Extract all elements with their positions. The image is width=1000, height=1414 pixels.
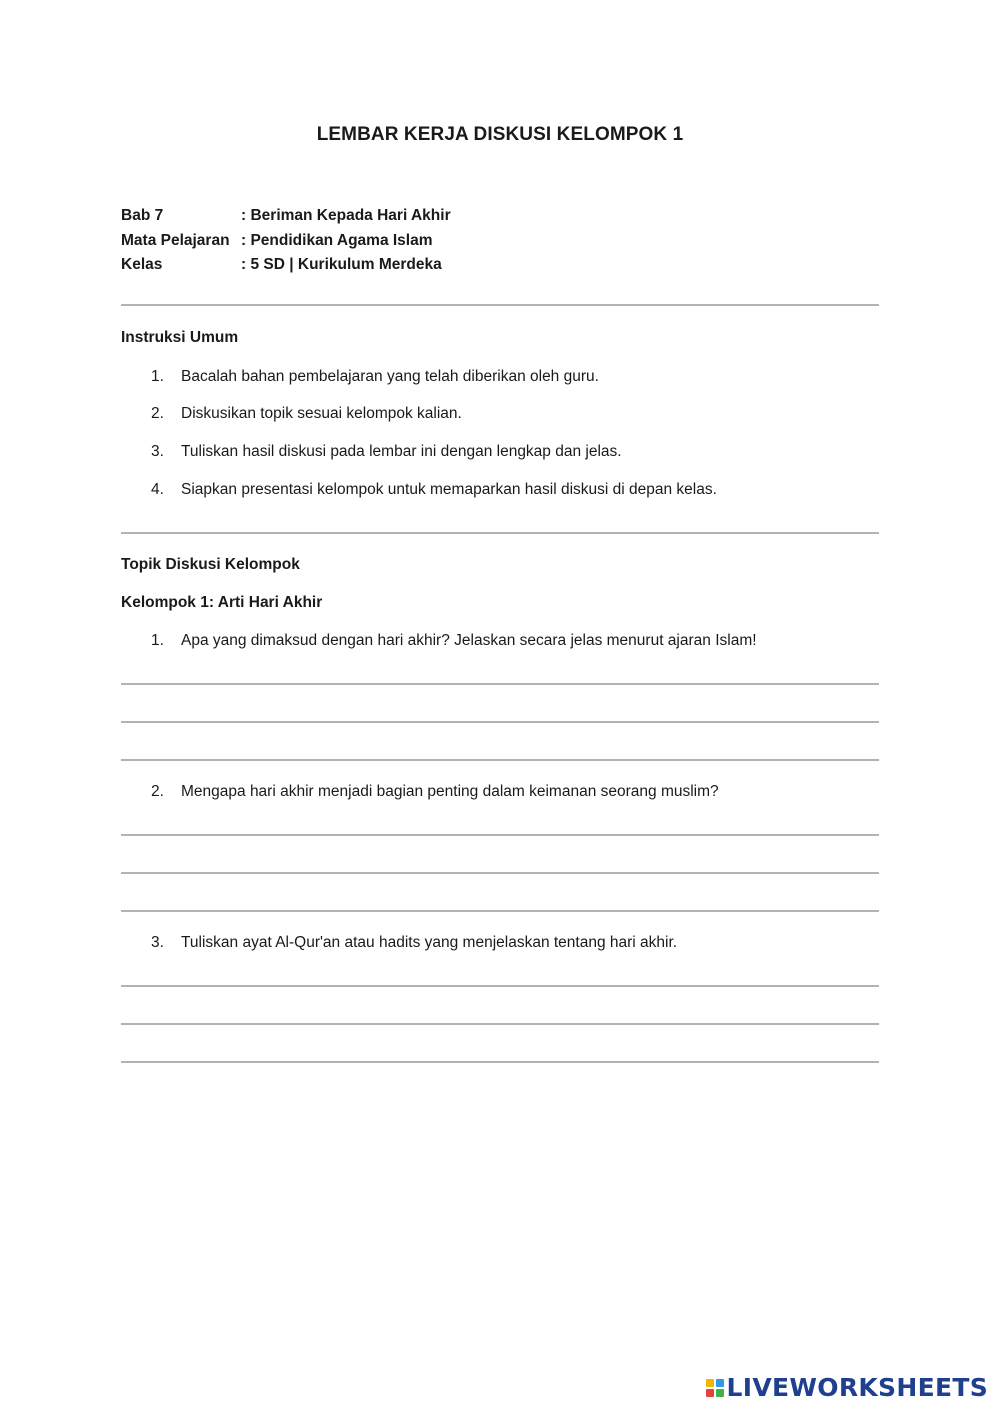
- page-title: LEMBAR KERJA DISKUSI KELOMPOK 1: [316, 124, 684, 145]
- meta-label: Kelas: [121, 256, 163, 273]
- logo-square: [716, 1389, 724, 1397]
- logo-text: LIVEWORKSHEETS: [726, 1373, 988, 1402]
- section-divider: [121, 532, 879, 534]
- logo-square: [716, 1379, 724, 1387]
- answer-line[interactable]: [121, 910, 879, 912]
- meta-value: : Pendidikan Agama Islam: [241, 231, 433, 249]
- answer-line[interactable]: [121, 759, 879, 761]
- logo-square: [706, 1389, 714, 1397]
- document-meta: [121, 204, 451, 278]
- topics-heading: Topik Diskusi Kelompok: [121, 556, 300, 573]
- answer-line[interactable]: [121, 834, 879, 836]
- meta-value: : 5 SD | Kurikulum Merdeka: [241, 256, 442, 273]
- answer-line[interactable]: [121, 683, 879, 685]
- instruction-item: [151, 405, 462, 423]
- item-number: 3.: [151, 443, 164, 460]
- item-number: 3.: [151, 934, 164, 951]
- question-item: [151, 632, 757, 650]
- question-text: Mengapa hari akhir menjadi bagian penting dalam keimanan seorang muslim?: [181, 783, 719, 800]
- answer-line[interactable]: [121, 985, 879, 987]
- meta-label: Bab 7: [121, 207, 164, 224]
- item-number: 4.: [151, 481, 164, 498]
- meta-row-chapter: [121, 204, 451, 229]
- meta-row-class: [121, 253, 451, 278]
- item-number: 1.: [151, 632, 164, 649]
- item-number: 2.: [151, 783, 164, 800]
- meta-row-subject: [121, 229, 451, 254]
- meta-value: : Beriman Kepada Hari Akhir: [241, 207, 451, 224]
- item-text: Bacalah bahan pembelajaran yang telah diberikan oleh guru.: [181, 368, 599, 385]
- instruction-item: [151, 368, 599, 386]
- liveworksheets-logo: [706, 1373, 988, 1402]
- instruction-item: [151, 443, 622, 461]
- answer-line[interactable]: [121, 721, 879, 723]
- instructions-heading: Instruksi Umum: [121, 329, 239, 346]
- section-divider: [121, 304, 879, 306]
- answer-line[interactable]: [121, 872, 879, 874]
- question-item: [151, 934, 677, 952]
- logo-square: [706, 1379, 714, 1387]
- meta-label: Mata Pelajaran: [121, 231, 230, 249]
- logo-mark-icon: [706, 1379, 724, 1397]
- item-number: 2.: [151, 405, 164, 422]
- item-text: Tuliskan hasil diskusi pada lembar ini dengan lengkap dan jelas.: [181, 443, 622, 460]
- item-number: 1.: [151, 368, 164, 385]
- instruction-item: [151, 481, 717, 499]
- group-heading: Kelompok 1: Arti Hari Akhir: [121, 594, 323, 611]
- question-text: Tuliskan ayat Al-Qur'an atau hadits yang menjelaskan tentang hari akhir.: [181, 934, 678, 951]
- question-item: [151, 783, 719, 801]
- answer-line[interactable]: [121, 1023, 879, 1025]
- item-text: Diskusikan topik sesuai kelompok kalian.: [181, 405, 462, 422]
- answer-line[interactable]: [121, 1061, 879, 1063]
- question-text: Apa yang dimaksud dengan hari akhir? Jelaskan secara jelas menurut ajaran Islam!: [181, 632, 757, 649]
- item-text: Siapkan presentasi kelompok untuk memaparkan hasil diskusi di depan kelas.: [181, 481, 717, 498]
